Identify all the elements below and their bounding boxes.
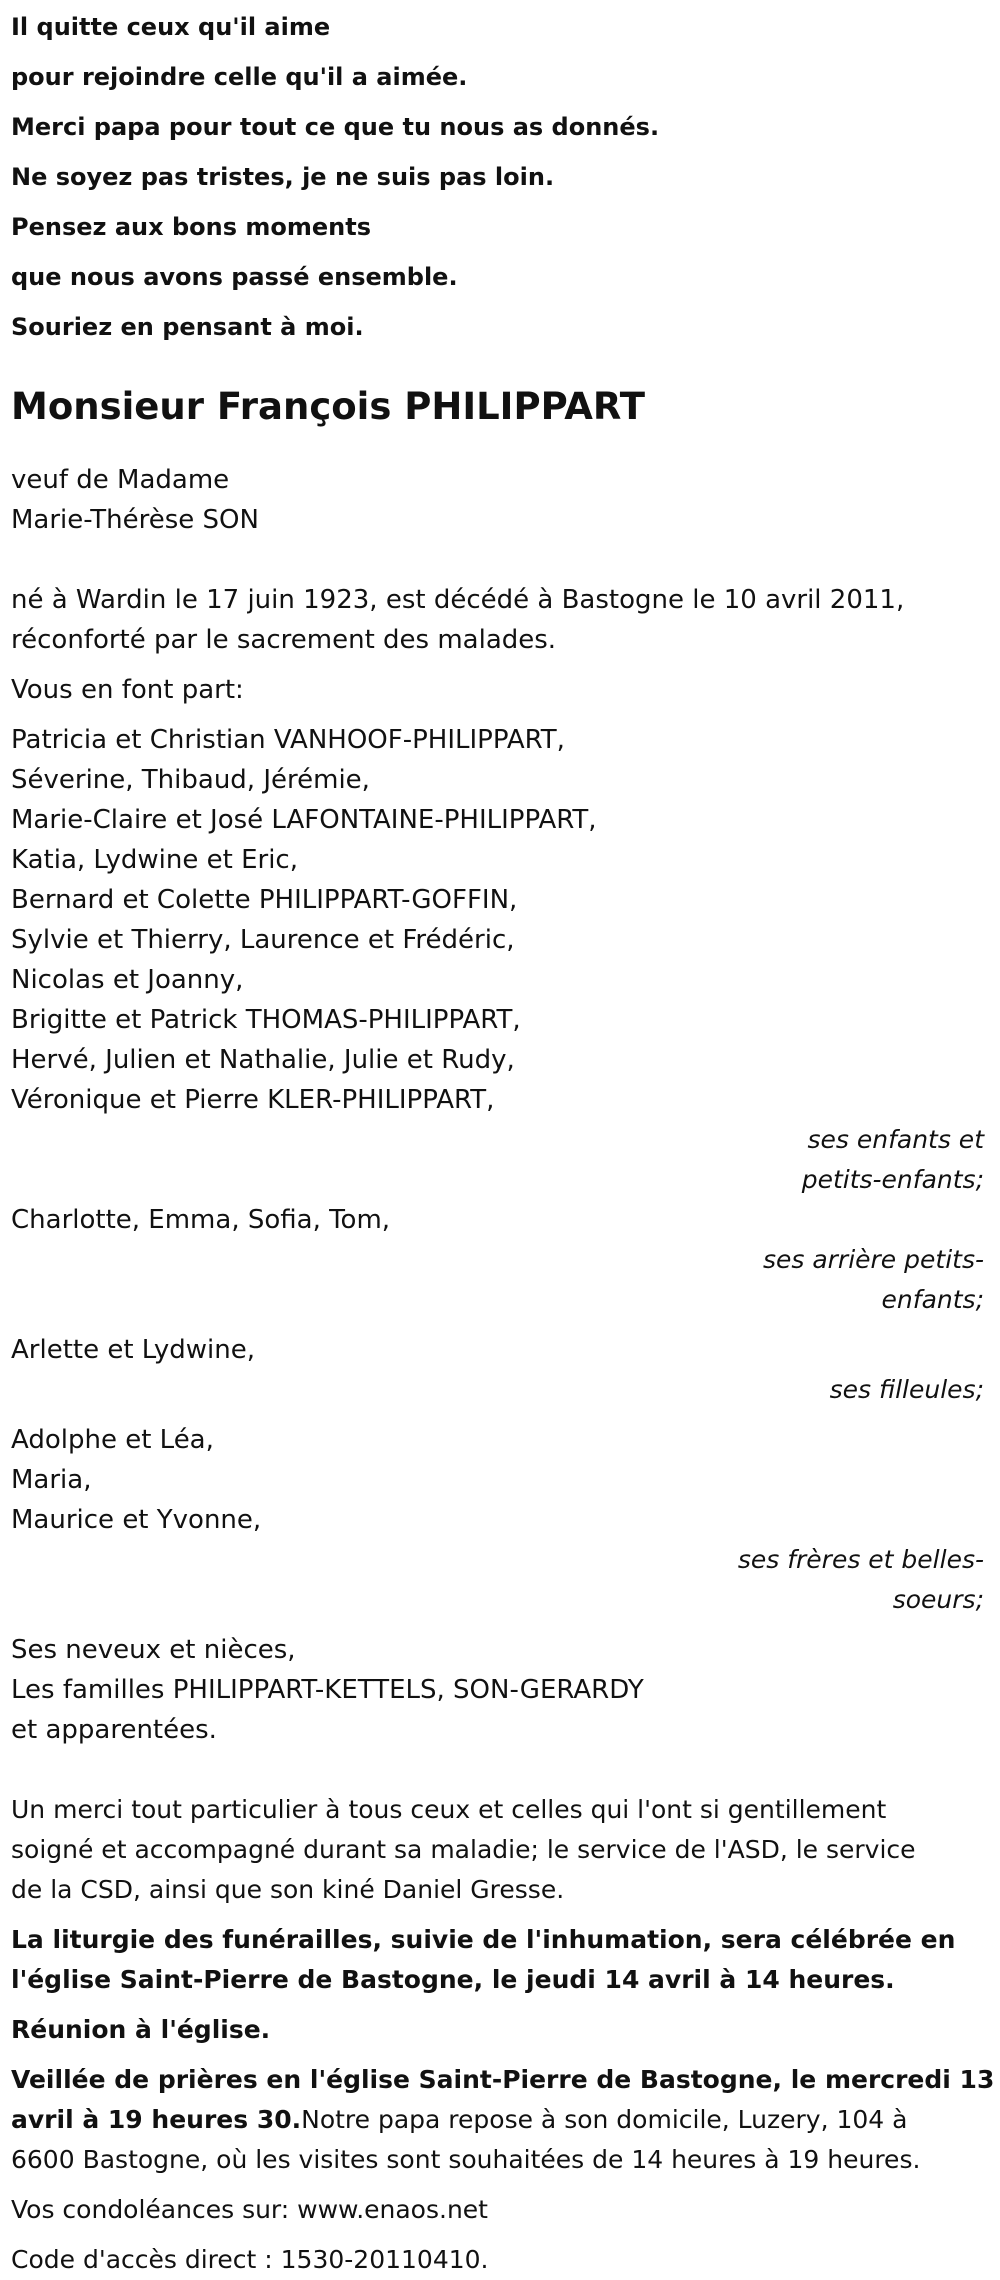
extended-family <box>11 1630 994 1750</box>
access-code-text: Code d'accès direct : 1530-20110410. <box>11 2245 489 2274</box>
children-list <box>11 720 994 1120</box>
list-item: Nicolas et Joanny, <box>11 965 244 995</box>
verse-line: Merci papa pour tout ce que tu nous as donnés. <box>11 113 660 141</box>
widower-line: veuf de Madame <box>11 465 230 495</box>
vigil-text <box>11 2060 994 2180</box>
verse-line: Il quitte ceux qu'il aime <box>11 13 331 41</box>
list-item: Adolphe et Léa, <box>11 1425 214 1455</box>
funeral-text <box>11 1920 994 2000</box>
role-line: ses enfants et <box>807 1125 984 1154</box>
goddaughters-role: ses filleules; <box>829 1375 984 1404</box>
goddaughters: Arlette et Lydwine, <box>11 1335 256 1365</box>
thanks-line: soigné et accompagné durant sa maladie; le service de l'ASD, le service <box>11 1835 916 1864</box>
thanks-line: Un merci tout particulier à tous ceux et celles qui l'ont si gentillement <box>11 1795 887 1824</box>
verse-line: Souriez en pensant à moi. <box>11 313 364 341</box>
list-item: Ses neveux et nièces, <box>11 1635 296 1665</box>
verse-line: Ne soyez pas tristes, je ne suis pas loin. <box>11 163 555 191</box>
list-item: Maria, <box>11 1465 92 1495</box>
vigil-normal-line: Notre papa repose à son domicile, Luzery, 104 à <box>301 2105 908 2134</box>
verse-block <box>11 2 994 352</box>
great-grandchildren-role <box>11 1240 994 1320</box>
deceased-name: Monsieur François PHILIPPART <box>11 385 645 428</box>
list-item: Sylvie et Thierry, Laurence et Frédéric, <box>11 925 515 955</box>
condolences-text: Vos condoléances sur: www.enaos.net <box>11 2195 488 2224</box>
vigil-normal-line: 6600 Bastogne, où les visites sont souhaitées de 14 heures à 19 heures. <box>11 2145 921 2174</box>
vigil-bold-line: Veillée de prières en l'église Saint-Pierre de Bastogne, le mercredi 13 <box>11 2065 995 2094</box>
thanks-text <box>11 1790 994 1910</box>
siblings-list <box>11 1420 994 1540</box>
vigil-bold-line: avril à 19 heures 30. <box>11 2105 302 2134</box>
list-item: Marie-Claire et José LAFONTAINE-PHILIPPART, <box>11 805 597 835</box>
role-line: enfants; <box>881 1285 984 1314</box>
role-line: ses frères et belles- <box>737 1545 984 1574</box>
funeral-line: l'église Saint-Pierre de Bastogne, le jeudi 14 avril à 14 heures. <box>11 1965 895 1994</box>
role-line: ses arrière petits- <box>762 1245 984 1274</box>
reunion-text: Réunion à l'église. <box>11 2015 271 2044</box>
verse-line: Pensez aux bons moments <box>11 213 371 241</box>
list-item: Brigitte et Patrick THOMAS-PHILIPPART, <box>11 1005 521 1035</box>
list-item: Bernard et Colette PHILIPPART-GOFFIN, <box>11 885 518 915</box>
list-item: Maurice et Yvonne, <box>11 1505 262 1535</box>
children-role <box>11 1120 994 1200</box>
list-item: Véronique et Pierre KLER-PHILIPPART, <box>11 1085 495 1115</box>
role-line: soeurs; <box>892 1585 984 1614</box>
verse-line: pour rejoindre celle qu'il a aimée. <box>11 63 468 91</box>
announce-text: Vous en font part: <box>11 675 244 705</box>
list-item: Hervé, Julien et Nathalie, Julie et Rudy, <box>11 1045 515 1075</box>
birth-death-text <box>11 580 994 660</box>
list-item: Les familles PHILIPPART-KETTELS, SON-GERARDY <box>11 1675 644 1705</box>
list-item: Katia, Lydwine et Eric, <box>11 845 298 875</box>
list-item: et apparentées. <box>11 1715 217 1745</box>
widower-line: Marie-Thérèse SON <box>11 505 259 535</box>
birth-death-line: réconforté par le sacrement des malades. <box>11 625 557 655</box>
thanks-line: de la CSD, ainsi que son kiné Daniel Gresse. <box>11 1875 565 1904</box>
widower-text <box>11 460 994 540</box>
list-item: Patricia et Christian VANHOOF-PHILIPPART, <box>11 725 565 755</box>
great-grandchildren: Charlotte, Emma, Sofia, Tom, <box>11 1205 391 1235</box>
verse-line: que nous avons passé ensemble. <box>11 263 458 291</box>
siblings-role <box>11 1540 994 1620</box>
role-line: petits-enfants; <box>801 1165 984 1194</box>
birth-death-line: né à Wardin le 17 juin 1923, est décédé à Bastogne le 10 avril 2011, <box>11 585 905 615</box>
list-item: Séverine, Thibaud, Jérémie, <box>11 765 370 795</box>
funeral-line: La liturgie des funérailles, suivie de l'inhumation, sera célébrée en <box>11 1925 956 1954</box>
